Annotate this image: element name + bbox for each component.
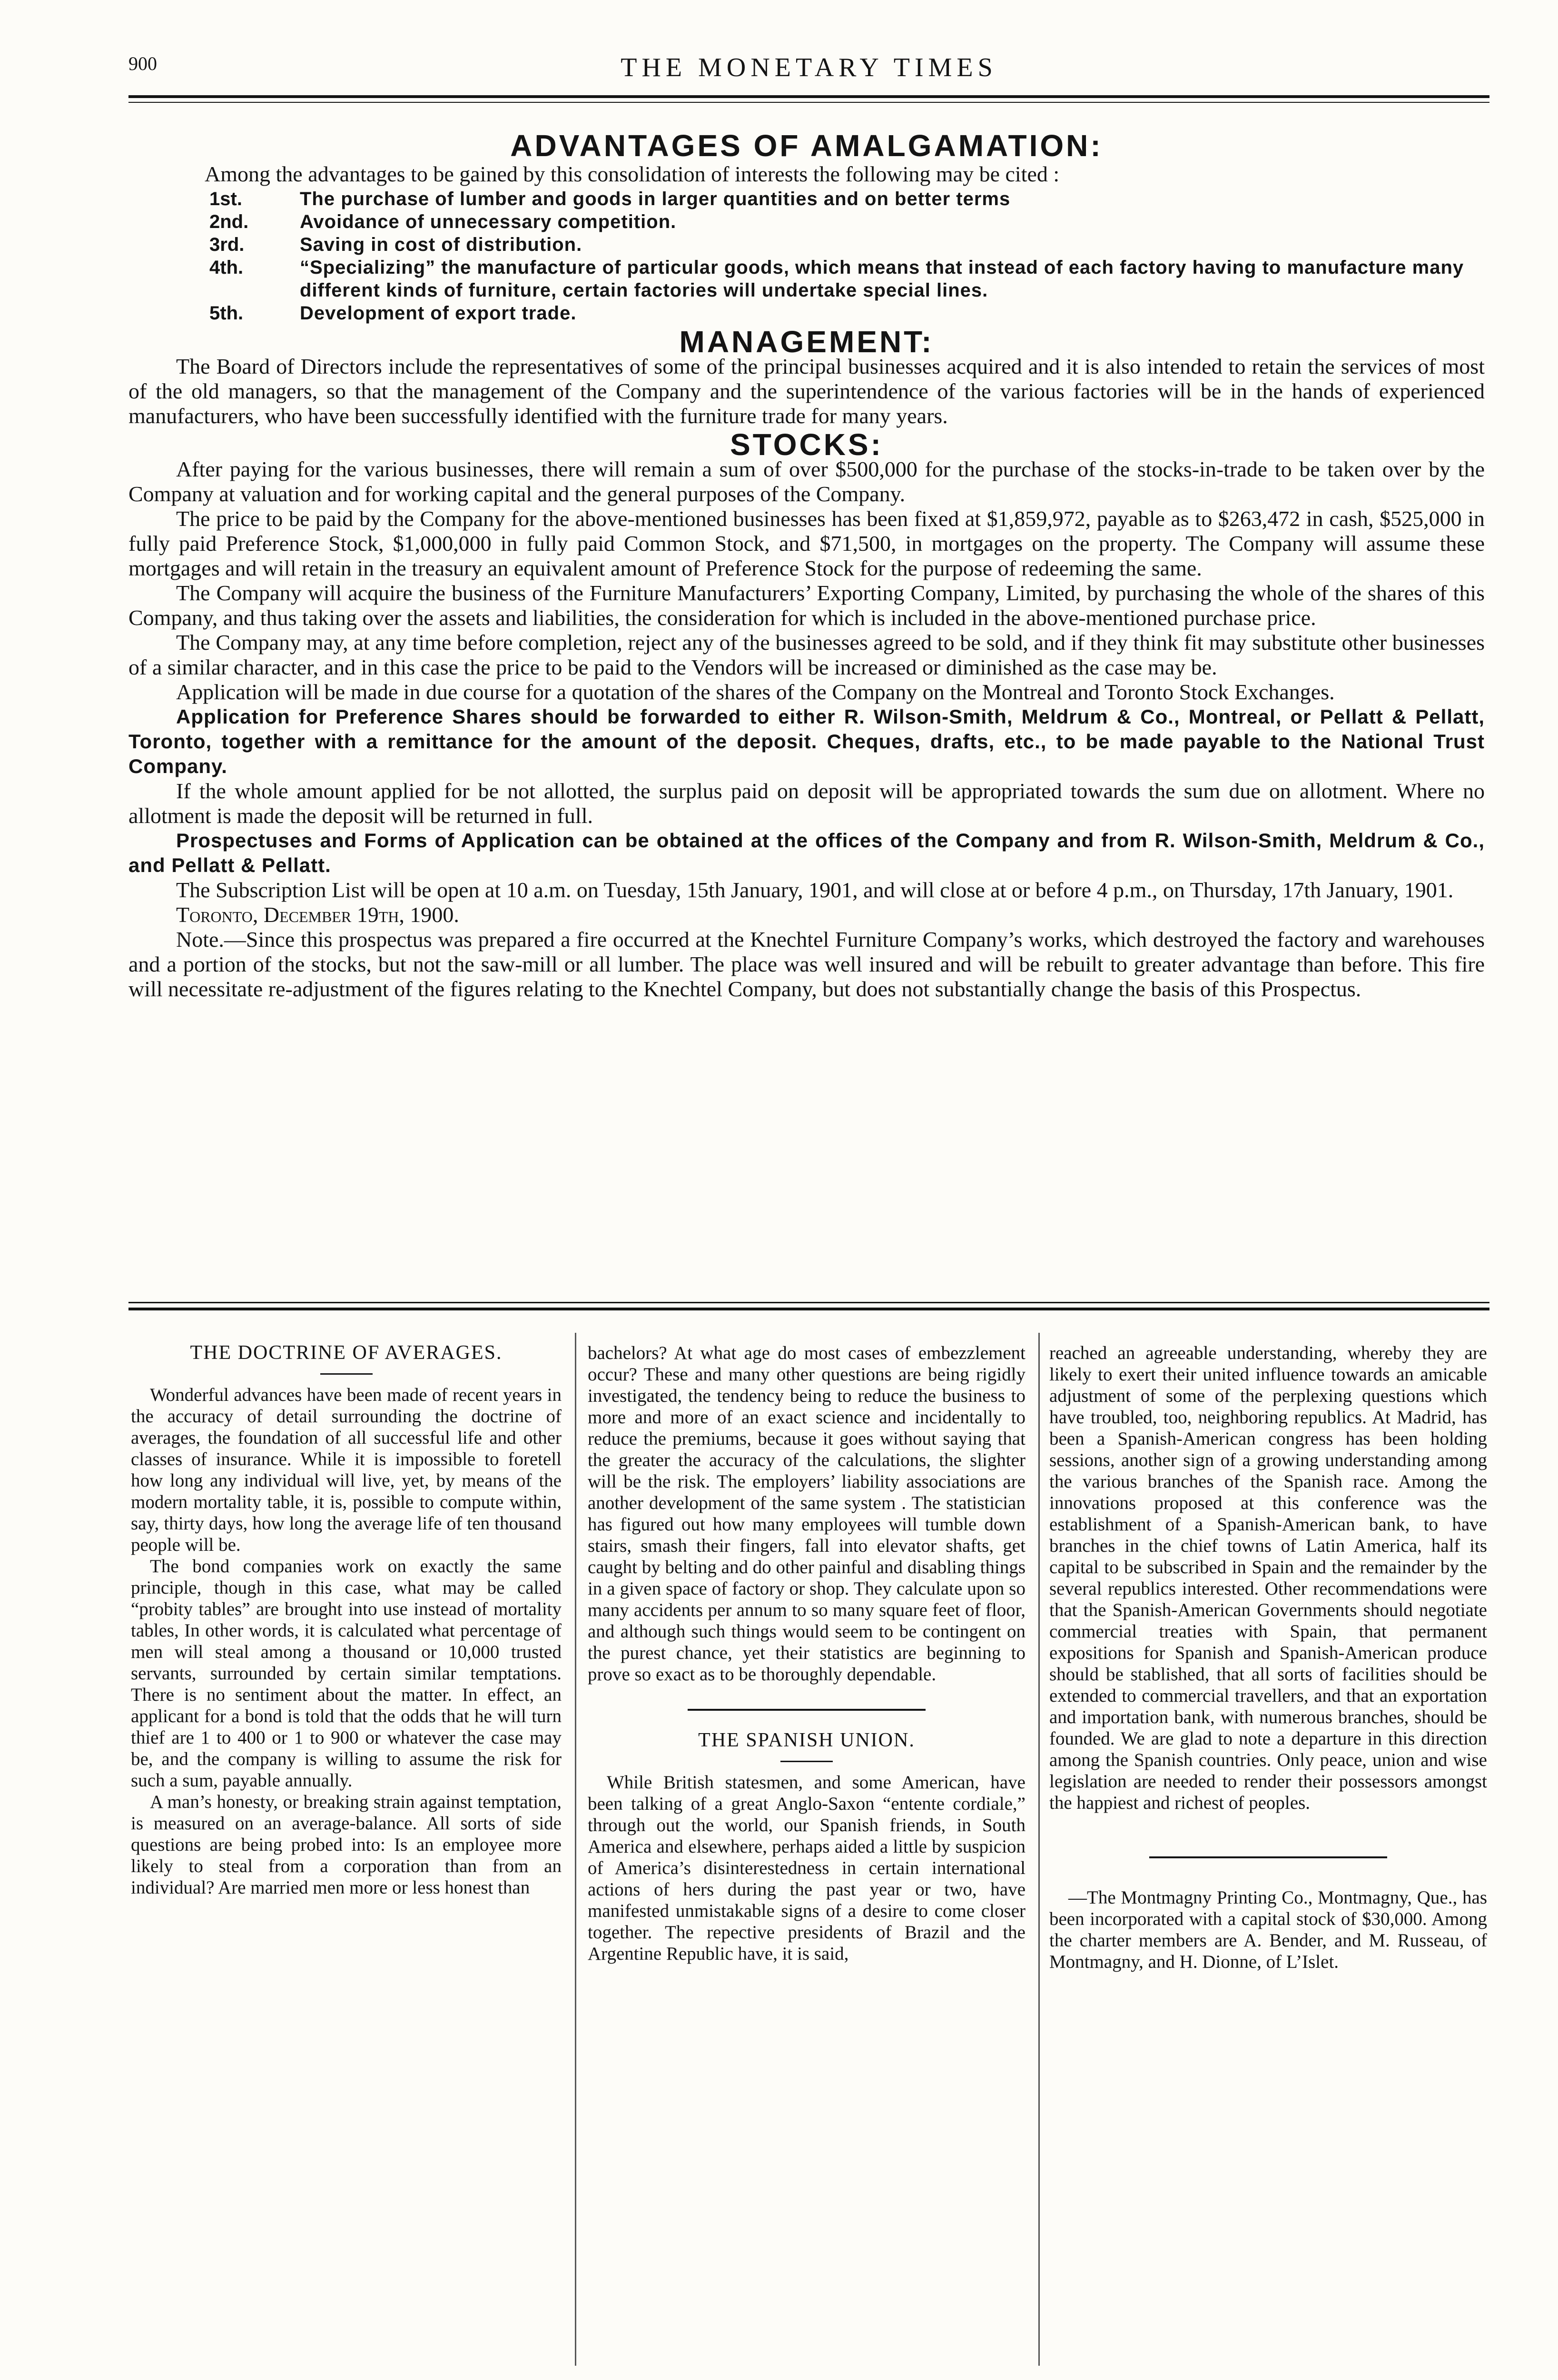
article-paragraph: —The Montmagny Printing Co., Montmagny, Que., has been incorporated with a capital stock of $30,000. Among the charter members are A. Bender, and M. Russeau, of Montmagny, and H. Dionne, of L’Islet. [1049,1887,1487,1972]
application-notice: Application for Preference Shares should be forwarded to either R. Wilson-Smith, Meldrum & Co., Montreal, or Pellatt & Pellatt, Toronto, together with a remittance for the amount of the deposit. Cheques, drafts, etc., to be made payable to the National Trust Company. [128,705,1485,777]
averages-title: THE DOCTRINE OF AVERAGES. [190,1342,503,1364]
column-2 [588,1342,1026,1964]
management-title: MANAGEMENT: [679,325,934,359]
list-item-text: “Specializing” the manufacture of particular goods, which means that instead of each factory having to manufacture many different kinds of furniture, certain factories will undertake special lines. [300,257,1464,301]
list-item [209,302,1485,325]
stocks-paragraph: Application will be made in due course for a quotation of the shares of the Company on the Montreal and Toronto Stock Exchanges. [176,680,1335,704]
title-rule [780,1761,833,1762]
stocks-paragraph: The Subscription List will be open at 10 a.m. on Tuesday, 15th January, 1901, and will close at or before 4 p.m., on Thursday, 17th January, 1901. [176,878,1454,902]
prospectus-block [128,129,1485,1002]
title-rule [320,1373,373,1375]
section-rule-top [128,1302,1489,1303]
article-paragraph: A man’s honesty, or breaking strain against temptation, is measured on an average-balance. All sorts of side questions are being probed into: Is an employee more likely to steal from a corporation than from an individual? Are married men more or less honest than [131,1792,562,1898]
header-rule-top [128,95,1489,98]
dateline: Toronto, December 19th, 1900. [176,902,459,927]
list-item-text: The purchase of lumber and goods in larger quantities and on better terms [300,188,1011,209]
stocks-paragraph: If the whole amount applied for be not allotted, the surplus paid on deposit will be appropriated towards the sum due on allotment. Where no allotment is made the deposit will be returned in full. [128,779,1485,828]
column-1 [131,1342,562,1898]
header-rule-bottom [128,102,1489,103]
list-item [209,210,1485,233]
management-text: The Board of Directors include the representatives of some of the principal businesses acquired and it is also intended to retain the services of most of the old managers, so that the management of the Company and the superintendence of the various factories will be in the hands of experienced manufacturers, who have been successfully identified with the furniture trade for many years. [128,354,1485,428]
stocks-paragraph: After paying for the various businesses, there will remain a sum of over $500,000 for the purchase of the stocks-in-trade to be taken over by the Company at valuation and for working capital and the general purposes of the Company. [128,457,1485,506]
fire-note: Note.—Since this prospectus was prepared a fire occurred at the Knechtel Furniture Company’s works, which destroyed the factory and warehouses and a portion of the stocks, but not the saw-mill or all lumber. The place was well insured and will be rebuilt to greater advantage than before. This fire will necessitate re-adjustment of the figures relating to the Knechtel Company, but does not substantially change the basis of this Prospectus. [128,927,1485,1001]
list-item [209,256,1485,302]
article-paragraph: bachelors? At what age do most cases of embezzlement occur? These and many other questions are being rigidly investigated, the tendency being to reduce the business to more and more of an exact science and incidentally to reduce the premiums, because it goes without saying that the greater the accuracy of the calculations, the slighter will be the risk. The employers’ liability associations are another development of the same system . The statistician has figured out how many employees will tumble down stairs, smash their fingers, fall into elevator shafts, get caught by belting and do other painful and disabling things in a given space of factory or shop. They calculate upon so many accidents per annum to so many square feet of floor, and although such things would seem to be contingent on the purest chance, yet their statistics are beginning to prove so exact as to be thoroughly dependable. [588,1343,1026,1685]
article-paragraph: Wonderful advances have been made of recent years in the accuracy of detail surrounding the doctrine of averages, the foundation of all successful life and other classes of insurance. While it is impossible to foretell how long any individual will live, yet, by means of the modern mortality table, it is, possible to compute within, say, thirty days, how long the average life of ten thousand people will be. [131,1385,562,1555]
column-3 [1049,1342,1487,1973]
section-rule-bottom [128,1308,1489,1310]
article-paragraph: reached an agreeable understanding, whereby they are likely to exert their united influence towards an amicable adjustment of some of the perplexing questions which have troubled, too, neighboring republics. At Madrid, has been a Spanish-American congress has been holding sessions, another sign of a growing understanding among the various branches of the Spanish race. Among the innovations proposed at this conference was the establishment of a Spanish-American bank, to have branches in the chief towns of Latin America, half its capital to be subscribed in Spain and the remainder by the several republics interested. Other recommendations were that the Spanish-American Governments should negotiate commercial treaties with Spain, that permanent expositions for Spanish and Spanish-American produce should be stablished, that all sorts of facilities should be extended to commercial travellers, and that an exportation and importation bank, with numerous branches, should be founded. We are glad to note a departure in this direction among the Spanish countries. Only peace, union and wise legislation are needed to render their possessors amongst the happiest and richest of peoples. [1049,1343,1487,1813]
article-paragraph: While British statesmen, and some American, have been talking of a great Anglo-Saxon “entente cordiale,” through out the world, our Spanish friends, in South America and elsewhere, perhaps aided a little by suspicion of America’s disinterestedness in certain international actions of hers during the past year or two, have manifested unmistakable signs of a desire to come closer together. The repective presidents of Brazil and the Argentine Republic have, it is said, [588,1772,1026,1964]
article-paragraph: The bond companies work on exactly the same principle, though in this case, what may be called “probity tables” are brought into use instead of mortality tables, In other words, it is calculated what percentage of men will steal among a thousand or 10,000 trusted servants, surrounded by certain similar temptations. There is no sentiment about the matter. In effect, an applicant for a bond is told that the odds that he will turn thief are 1 to 400 or 1 to 900 or whatever the case may be, and the company is willing to assume the risk for such a sum, payable annually. [131,1556,562,1791]
list-item-number: 3rd. [209,234,245,255]
list-item-number: 4th. [209,257,244,278]
running-title: THE MONETARY TIMES [621,53,997,82]
list-item-number: 5th. [209,303,244,324]
page-header [128,52,1489,90]
list-item-text: Saving in cost of distribution. [300,234,582,255]
advantages-title: ADVANTAGES OF AMALGAMATION: [510,129,1103,163]
advantages-intro: Among the advantages to be gained by this consolidation of interests the following may be cited : [205,162,1060,186]
list-item [209,188,1485,210]
stocks-paragraph: The Company will acquire the business of the Furniture Manufacturers’ Exporting Company, Limited, by purchasing the whole of the shares of this Company, and thus taking over the assets and liabilities, the consideration for which is included in the above-mentioned purchase price. [128,581,1485,630]
article-separator-rule [1149,1856,1387,1858]
list-item-text: Avoidance of unnecessary competition. [300,211,677,232]
column-separator [575,1333,576,2366]
advantages-list [128,188,1485,325]
list-item-number: 1st. [209,188,242,209]
list-item [209,233,1485,256]
column-separator [1038,1333,1040,2366]
stocks-paragraph: The Company may, at any time before completion, reject any of the businesses agreed to be sold, and if they think fit may substitute other businesses of a similar character, and in this case the price to be paid to the Vendors will be increased or diminished as the case may be. [128,630,1485,679]
list-item-text: Development of export trade. [300,303,577,324]
stocks-paragraph: The price to be paid by the Company for the above-mentioned businesses has been fixed at $1,859,972, payable as to $263,472 in cash, $525,000 in fully paid Preference Stock, $1,000,000 in fully paid Common Stock, and $71,500, in mortgages on the property. The Company will assume these mortgages and will retain in the treasury an equivalent amount of Preference Stock for the purpose of redeeming the same. [128,506,1485,580]
page-number: 900 [128,53,157,74]
list-item-number: 2nd. [209,211,249,232]
prospectus-notice: Prospectuses and Forms of Application can be obtained at the offices of the Company and from R. Wilson-Smith, Meldrum & Co., and Pellatt & Pellatt. [128,829,1485,876]
article-separator-rule [688,1709,926,1711]
stocks-title: STOCKS: [730,427,883,462]
spanish-union-title: THE SPANISH UNION. [698,1729,915,1751]
